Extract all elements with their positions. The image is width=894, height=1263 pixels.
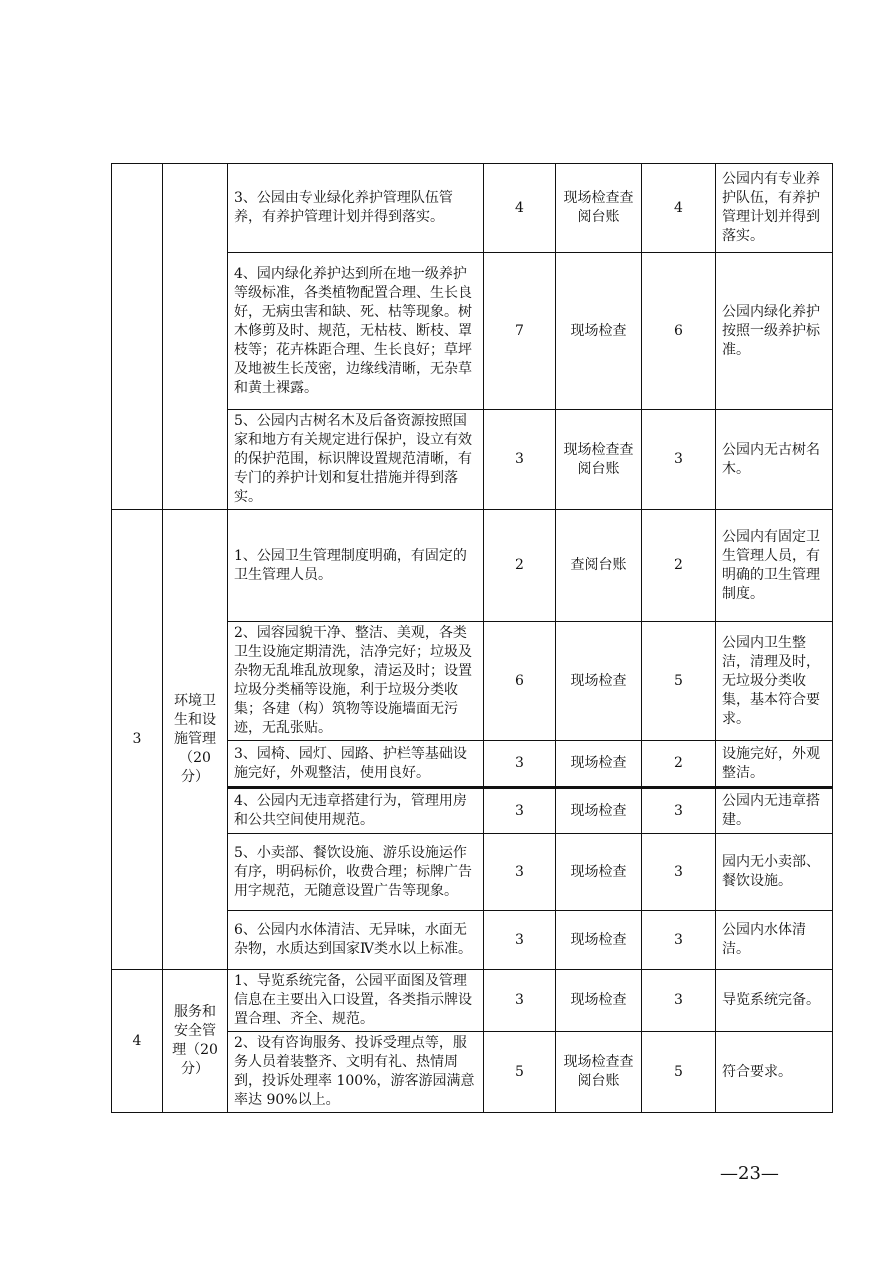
actual-score-cell: 3	[642, 410, 716, 510]
remark-cell: 公园内无古树名木。	[716, 410, 833, 510]
table-row	[112, 510, 833, 622]
criterion-cell: 2、设有咨询服务、投诉受理点等，服务人员着装整齐、文明有礼、热情周到，投诉处理率 100%，游客游园满意率达 90%以上。	[228, 1032, 484, 1113]
criterion-cell: 4、公园内无违章搭建行为，管理用房和公共空间使用规范。	[228, 788, 484, 834]
check-method-cell: 现场检查查阅台账	[556, 1032, 642, 1113]
standard-score-cell: 3	[484, 741, 556, 788]
remark-cell: 公园内有专业养护队伍，有养护管理计划并得到落实。	[716, 164, 833, 253]
actual-score-cell: 5	[642, 622, 716, 741]
remark-cell: 设施完好，外观整洁。	[716, 741, 833, 788]
actual-score-cell: 2	[642, 510, 716, 622]
check-method-cell: 现场检查查阅台账	[556, 410, 642, 510]
category-cell: 服务和安全管理（20 分）	[163, 970, 228, 1113]
standard-score-cell: 6	[484, 622, 556, 741]
standard-score-cell: 2	[484, 510, 556, 622]
check-method-cell: 现场检查	[556, 834, 642, 911]
remark-cell: 公园内水体清洁。	[716, 911, 833, 970]
check-method-cell: 现场检查	[556, 970, 642, 1032]
check-method-cell: 现场检查	[556, 788, 642, 834]
item-number-cell: 4	[112, 970, 163, 1113]
item-number-cell: 3	[112, 510, 163, 970]
standard-score-cell: 7	[484, 253, 556, 410]
actual-score-cell: 3	[642, 834, 716, 911]
actual-score-cell: 5	[642, 1032, 716, 1113]
page-number: —23—	[720, 1163, 779, 1184]
standard-score-cell: 3	[484, 834, 556, 911]
actual-score-cell: 3	[642, 911, 716, 970]
table-row	[112, 970, 833, 1032]
remark-cell: 公园内卫生整洁，清理及时，无垃圾分类收集，基本符合要求。	[716, 622, 833, 741]
check-method-cell: 查阅台账	[556, 510, 642, 622]
standard-score-cell: 3	[484, 410, 556, 510]
standard-score-cell: 3	[484, 788, 556, 834]
actual-score-cell: 4	[642, 164, 716, 253]
check-method-cell: 现场检查查阅台账	[556, 164, 642, 253]
check-method-cell: 现场检查	[556, 622, 642, 741]
actual-score-cell: 2	[642, 741, 716, 788]
check-method-cell: 现场检查	[556, 741, 642, 788]
criterion-cell: 3、公园由专业绿化养护管理队伍管养，有养护管理计划并得到落实。	[228, 164, 484, 253]
assessment-table	[111, 163, 833, 1113]
criterion-cell: 2、园容园貌干净、整洁、美观，各类卫生设施定期清洗，洁净完好；垃圾及杂物无乱堆乱放现象，清运及时；设置垃圾分类桶等设施，利于垃圾分类收集；各建（构）筑物等设施墙面无污迹，无乱张贴。	[228, 622, 484, 741]
remark-cell: 公园内有固定卫生管理人员，有明确的卫生管理制度。	[716, 510, 833, 622]
remark-cell: 导览系统完备。	[716, 970, 833, 1032]
category-cell	[163, 164, 228, 510]
category-cell: 环境卫生和设施管理（20 分）	[163, 510, 228, 970]
item-number-cell	[112, 164, 163, 510]
remark-cell: 符合要求。	[716, 1032, 833, 1113]
check-method-cell: 现场检查	[556, 911, 642, 970]
table-row	[112, 164, 833, 253]
standard-score-cell: 4	[484, 164, 556, 253]
remark-cell: 园内无小卖部、餐饮设施。	[716, 834, 833, 911]
actual-score-cell: 3	[642, 970, 716, 1032]
criterion-cell: 1、导览系统完备，公园平面图及管理信息在主要出入口设置，各类指示牌设置合理、齐全、规范。	[228, 970, 484, 1032]
criterion-cell: 5、小卖部、餐饮设施、游乐设施运作有序，明码标价，收费合理；标牌广告用字规范，无随意设置广告等现象。	[228, 834, 484, 911]
criterion-cell: 5、公园内古树名木及后备资源按照国家和地方有关规定进行保护，设立有效的保护范围，标识牌设置规范清晰，有专门的养护计划和复壮措施并得到落实。	[228, 410, 484, 510]
standard-score-cell: 3	[484, 970, 556, 1032]
actual-score-cell: 3	[642, 788, 716, 834]
standard-score-cell: 3	[484, 911, 556, 970]
criterion-cell: 6、公园内水体清洁、无异味，水面无杂物，水质达到国家Ⅳ类水以上标准。	[228, 911, 484, 970]
remark-cell: 公园内无违章搭建。	[716, 788, 833, 834]
check-method-cell: 现场检查	[556, 253, 642, 410]
actual-score-cell: 6	[642, 253, 716, 410]
criterion-cell: 1、公园卫生管理制度明确，有固定的卫生管理人员。	[228, 510, 484, 622]
criterion-cell: 3、园椅、园灯、园路、护栏等基础设施完好，外观整洁，使用良好。	[228, 741, 484, 788]
standard-score-cell: 5	[484, 1032, 556, 1113]
criterion-cell: 4、园内绿化养护达到所在地一级养护等级标准，各类植物配置合理、生长良好，无病虫害和缺、死、枯等现象。树木修剪及时、规范，无枯枝、断枝、罩枝等；花卉株距合理、生长良好；草坪及地被生长茂密，边缘线清晰，无杂草和黄土裸露。	[228, 253, 484, 410]
remark-cell: 公园内绿化养护按照一级养护标准。	[716, 253, 833, 410]
